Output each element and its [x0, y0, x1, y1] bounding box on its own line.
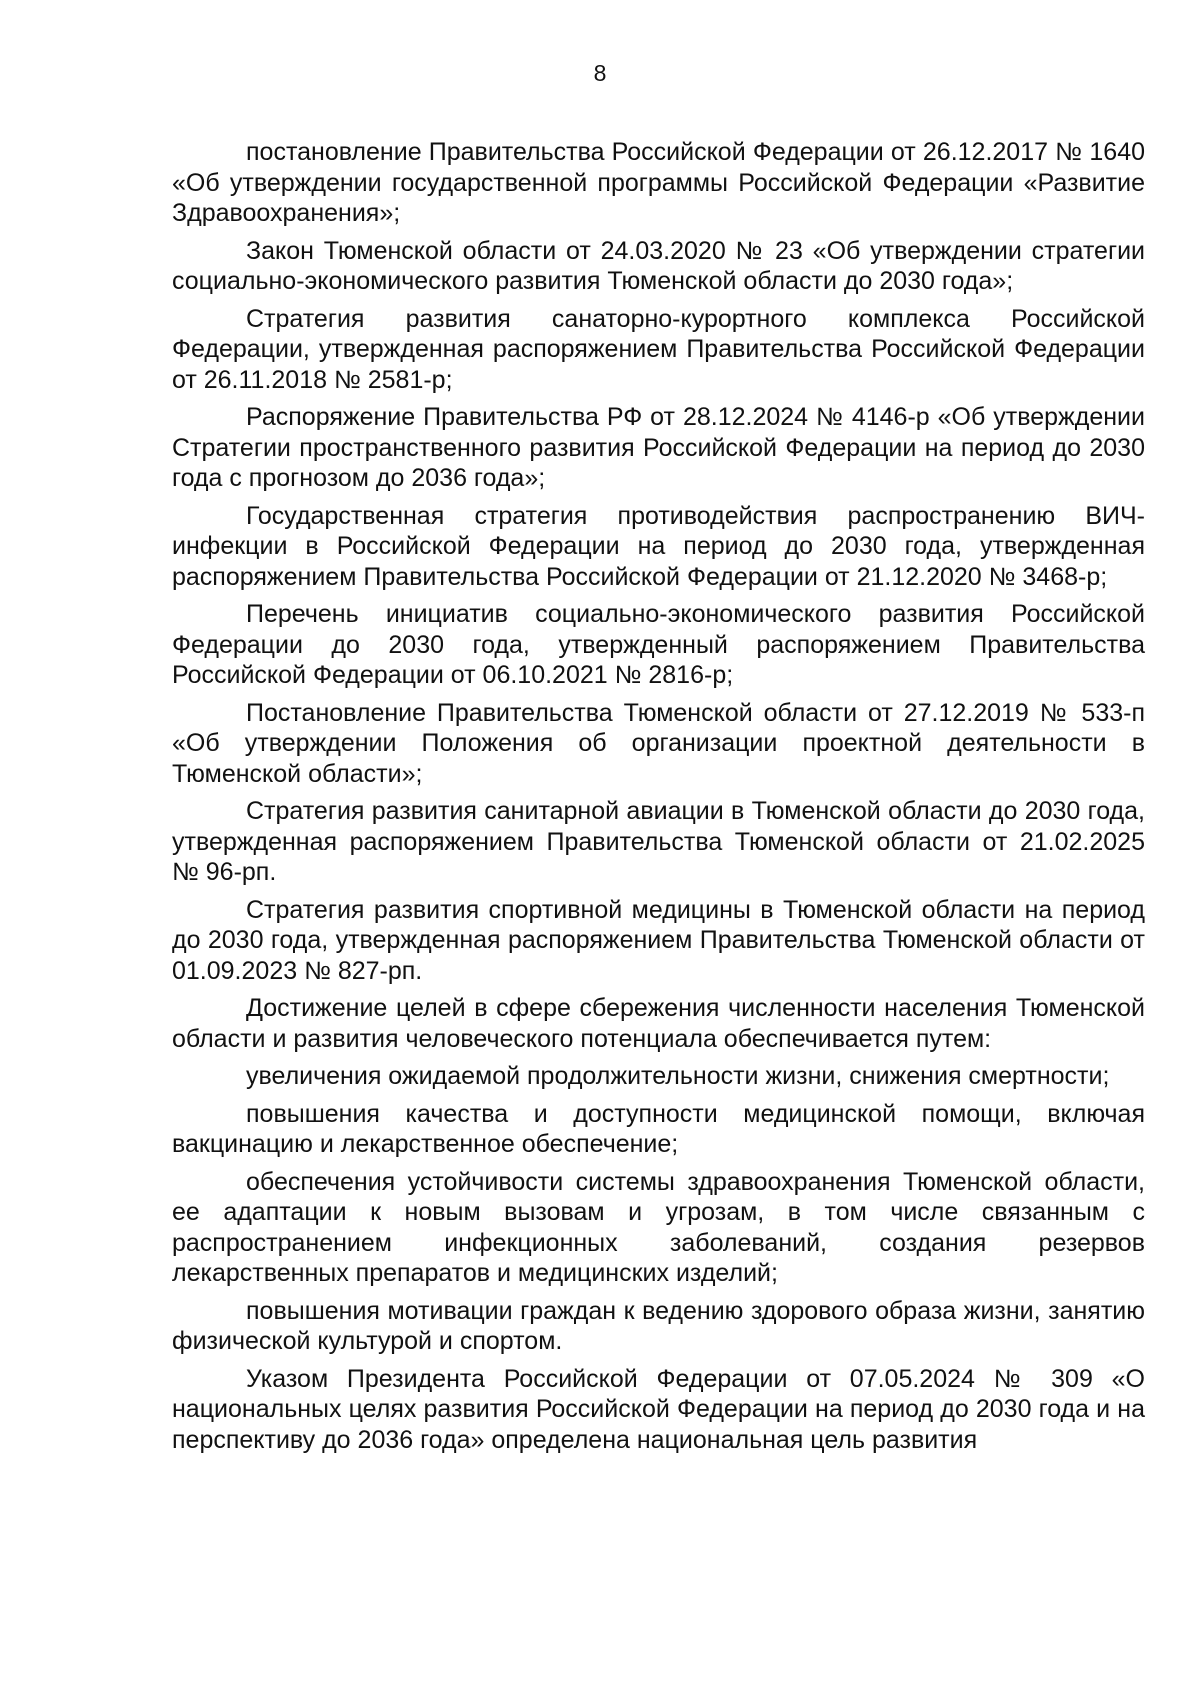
paragraph-1: постановление Правительства Российской Федерации от 26.12.2017 № 1640 «Об утверждении государственной программы Российской Федерации «Развитие Здравоохранения»;	[172, 138, 1145, 227]
paragraph-15: Указом Президента Российской Федерации от 07.05.2024 № 309 «О национальных целях развития Российской Федерации на период до 2030 года и на перспективу до 2036 года» определена национальная цель развития	[172, 1364, 1145, 1454]
paragraph-8: Стратегия развития санитарной авиации в Тюменской области до 2030 года, утвержденная распоряжением Правительства Тюменской области от 21.02.2025 № 96-рп.	[172, 797, 1145, 886]
paragraph-13: обеспечения устойчивости системы здравоохранения Тюменской области, ее адаптации к новым вызовам и угрозам, в том числе связанным с распространением инфекционных заболеваний, создания резервов лекарственных препаратов и медицинских изделий;	[172, 1167, 1145, 1287]
document-body	[172, 137, 1145, 1462]
page-number: 8	[593, 60, 607, 86]
paragraph-10: Достижение целей в сфере сбережения численности населения Тюменской области и развития человеческого потенциала обеспечивается путем:	[172, 994, 1145, 1053]
paragraph-5: Государственная стратегия противодействия распространению ВИЧ-инфекции в Российской Федерации на период до 2030 года, утвержденная распоряжением Правительства Российской Федерации от 21.12.2020 № 3468-р;	[172, 501, 1145, 591]
paragraph-6: Перечень инициатив социально-экономического развития Российской Федерации до 2030 года, утвержденный распоряжением Правительства Российской Федерации от 06.10.2021 № 2816-р;	[172, 600, 1145, 689]
paragraph-2: Закон Тюменской области от 24.03.2020 № 23 «Об утверждении стратегии социально-экономического развития Тюменской области до 2030 года»;	[172, 236, 1145, 295]
paragraph-11: увеличения ожидаемой продолжительности жизни, снижения смертности;	[246, 1062, 1110, 1090]
paragraph-4: Распоряжение Правительства РФ от 28.12.2024 № 4146-р «Об утверждении Стратегии пространственного развития Российской Федерации на период до 2030 года с прогнозом до 2036 года»;	[172, 403, 1145, 492]
paragraph-7: Постановление Правительства Тюменской области от 27.12.2019 № 533-п «Об утверждении Положения об организации проектной деятельности в Тюменской области»;	[172, 698, 1145, 788]
paragraph-3: Стратегия развития санаторно-курортного комплекса Российской Федерации, утвержденная распоряжением Правительства Российской Федерации от 26.11.2018 № 2581-р;	[172, 304, 1145, 394]
paragraph-9: Стратегия развития спортивной медицины в Тюменской области на период до 2030 года, утвержденная распоряжением Правительства Тюменской области от 01.09.2023 № 827-рп.	[172, 895, 1145, 985]
paragraph-12: повышения качества и доступности медицинской помощи, включая вакцинацию и лекарственное обеспечение;	[172, 1099, 1145, 1158]
paragraph-14: повышения мотивации граждан к ведению здорового образа жизни, занятию физической культурой и спортом.	[172, 1296, 1145, 1355]
